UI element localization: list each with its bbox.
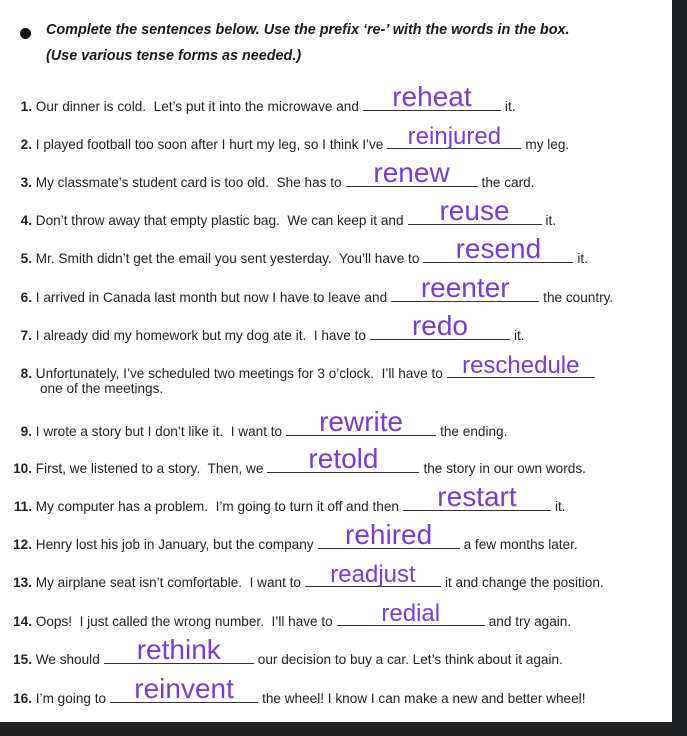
sentence-line <box>0 157 535 190</box>
handwritten-answer: reheat <box>392 81 472 112</box>
handwritten-answer: renew <box>373 157 450 188</box>
answer-blank[interactable] <box>104 634 254 665</box>
sentence-before-blank: I’m going to <box>32 691 107 706</box>
item-number: 11. <box>13 499 32 514</box>
sentence-line <box>0 310 525 343</box>
answer-blank[interactable] <box>387 123 521 150</box>
sentence-after-blank: the ending. <box>440 424 508 439</box>
item-number: 1. <box>20 99 32 114</box>
answer-blank[interactable] <box>391 272 539 303</box>
answer-blank[interactable] <box>447 352 595 379</box>
sentence-after-blank: our decision to buy a car. Let’s think about it again. <box>257 652 563 667</box>
item-number: 15. <box>13 652 32 667</box>
sentence-before-blank: Don’t throw away that empty plastic bag. We can keep it and <box>32 213 404 228</box>
sentence-after-blank: the wheel! I know I can make a new and better wheel! <box>262 691 586 706</box>
item-number: 4. <box>20 213 32 228</box>
handwritten-answer: restart <box>437 481 517 512</box>
sentence-after-blank: my leg. <box>525 137 570 152</box>
instructions-line-1: Complete the sentences below. Use the prefix ‘re-’ with the words in the box. <box>46 22 570 38</box>
sentence-after-blank: a few months later. <box>463 537 578 552</box>
sentence-line <box>0 519 578 552</box>
sentence-line <box>0 561 604 590</box>
item-number: 2. <box>20 137 32 152</box>
sentence-before-blank: Henry lost his job in January, but the company <box>32 537 314 552</box>
sentence-before-blank: Mr. Smith didn’t get the email you sent yesterday. You’ll have to <box>32 251 420 266</box>
sentence-continuation: one of the meetings. <box>40 381 164 396</box>
answer-blank[interactable] <box>337 600 485 627</box>
sentence-line <box>0 272 614 305</box>
sentence-line <box>0 233 588 266</box>
sentence-before-blank: We should <box>32 652 100 667</box>
item-number: 13. <box>13 575 32 590</box>
handwritten-answer: reinvent <box>134 673 234 704</box>
sentence-after-blank: it. <box>577 251 588 266</box>
sentence-after-blank: it and change the position. <box>444 575 604 590</box>
handwritten-answer: rewrite <box>319 406 404 437</box>
item-number: 10. <box>13 461 32 476</box>
sentence-line <box>0 600 572 629</box>
sentence-before-blank: I wrote a story but I don’t like it. I want to <box>32 424 283 439</box>
sentence-after-blank: it. <box>545 213 557 228</box>
answer-blank[interactable] <box>286 406 436 437</box>
answer-blank[interactable] <box>346 157 478 188</box>
answer-blank[interactable] <box>403 481 551 512</box>
answer-blank[interactable] <box>305 561 441 588</box>
answer-blank[interactable] <box>267 443 419 474</box>
handwritten-answer: readjust <box>330 561 416 588</box>
answer-blank[interactable] <box>370 310 510 341</box>
sentence-before-blank: Unfortunately, I’ve scheduled two meetings for 3 o’clock. I’ll have to <box>32 366 443 381</box>
sentence-line <box>0 481 566 514</box>
sentence-after-blank: and try again. <box>488 614 572 629</box>
handwritten-answer: reuse <box>439 195 510 226</box>
handwritten-answer: reenter <box>420 272 510 303</box>
handwritten-answer: reschedule <box>462 352 580 379</box>
item-number: 16. <box>13 691 32 706</box>
sentence-after-blank: the country. <box>543 290 614 305</box>
sentence-before-blank: I played football too soon after I hurt my leg, so I think I’ve <box>32 137 384 152</box>
sentence-before-blank: I already did my homework but my dog ate it. I have to <box>32 328 366 343</box>
sentence-after-blank: the story in our own words. <box>423 461 586 476</box>
item-number: 3. <box>20 175 32 190</box>
sentence-line <box>0 406 508 439</box>
sentence-line <box>0 673 586 706</box>
item-number: 14. <box>13 614 32 629</box>
sentence-line <box>0 195 557 228</box>
answer-blank[interactable] <box>318 519 460 550</box>
sentence-before-blank: My airplane seat isn’t comfortable. I want to <box>32 575 301 590</box>
sentence-after-blank: it. <box>504 99 516 114</box>
sentence-line <box>0 123 570 152</box>
answer-blank[interactable] <box>408 195 542 226</box>
handwritten-answer: redo <box>411 310 468 341</box>
handwritten-answer: redial <box>381 600 441 627</box>
answer-blank[interactable] <box>423 233 573 264</box>
handwritten-answer: rehired <box>345 519 433 550</box>
handwritten-answer: resend <box>455 233 542 264</box>
sentence-before-blank: My classmate’s student card is too old. She has to <box>32 175 342 190</box>
item-number: 9. <box>20 424 32 439</box>
sentence-after-blank: it. <box>554 499 566 514</box>
sentence-before-blank: Our dinner is cold. Let’s put it into the microwave and <box>32 99 359 114</box>
item-number: 12. <box>13 537 32 552</box>
sentence-before-blank: Oops! I just called the wrong number. I’ll have to <box>32 614 333 629</box>
sentence-line <box>0 443 586 476</box>
sentence-after-blank: the card. <box>481 175 535 190</box>
sentence-line <box>0 634 563 667</box>
instructions-line-2: (Use various tense forms as needed.) <box>46 48 302 64</box>
item-number: 6. <box>20 290 32 305</box>
handwritten-answer: reinjured <box>407 123 502 150</box>
sentence-before-blank: I arrived in Canada last month but now I have to leave and <box>32 290 388 305</box>
answer-blank[interactable] <box>363 81 501 112</box>
sentence-line <box>0 352 599 381</box>
item-number: 8. <box>20 366 32 381</box>
sentence-before-blank: My computer has a problem. I’m going to turn it off and then <box>32 499 399 514</box>
sentence-after-blank: it. <box>513 328 525 343</box>
handwritten-answer: rethink <box>136 634 221 665</box>
sentence-before-blank: First, we listened to a story. Then, we <box>32 461 264 476</box>
answer-blank[interactable] <box>110 673 258 704</box>
item-number: 7. <box>20 328 32 343</box>
sentence-line <box>0 81 516 114</box>
bullet-icon <box>20 28 31 39</box>
handwritten-answer: retold <box>308 443 379 474</box>
item-number: 5. <box>20 251 32 266</box>
